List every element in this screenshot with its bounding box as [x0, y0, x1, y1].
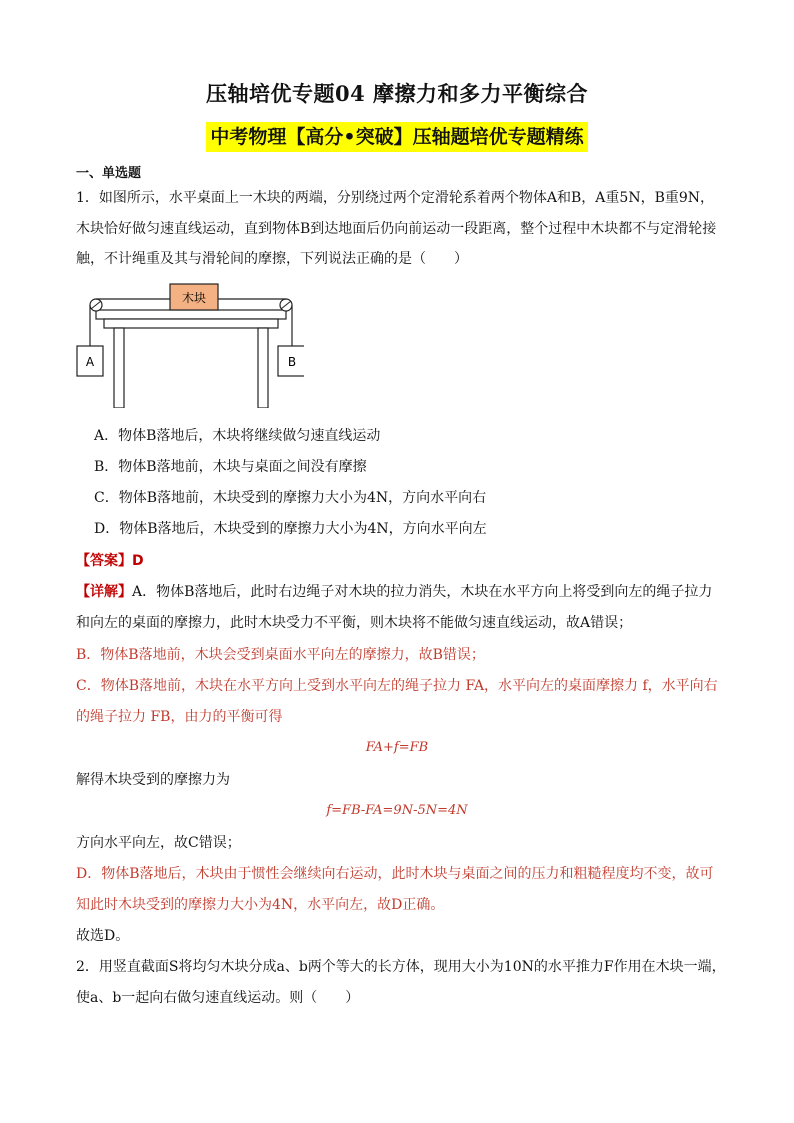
question-2-line-1: 2．用竖直截面S将均匀木块分成a、b两个等大的长方体，现用大小为10N的水平推力F作用在木块一端， — [76, 959, 726, 975]
detail-line-c4: 方向水平向左，故C错误； — [76, 835, 241, 851]
option-b: B．物体B落地前，木块与桌面之间没有摩擦 — [94, 459, 367, 475]
pulley-table-figure — [74, 278, 304, 408]
question-1-line-2: 木块恰好做匀速直线运动，直到物体B到达地面后仍向前运动一段距离，整个过程中木块都不与定滑轮接 — [76, 221, 717, 237]
conclusion: 故选D。 — [76, 928, 130, 944]
detail-a1-text: A．物体B落地后，此时右边绳子对木块的拉力消失，木块在水平方向上将受到向左的绳子拉力 — [132, 584, 713, 600]
wood-block-label: 木块 — [181, 291, 207, 305]
section-heading: 一、单选题 — [76, 166, 142, 181]
table-leg-right — [258, 328, 268, 408]
weight-b-label: B — [287, 355, 297, 369]
option-a: A．物体B落地后，木块将继续做匀速直线运动 — [94, 428, 381, 444]
formula-force-balance: FA+f=FB — [365, 740, 429, 755]
question-1-line-3: 触，不计绳重及其与滑轮间的摩擦，下列说法正确的是（ ） — [76, 251, 468, 267]
question-1-line-1: 1．如图所示，水平桌面上一木块的两端，分别绕过两个定滑轮系着两个物体A和B，A重5N，B重9N， — [76, 190, 715, 206]
table-leg-left — [114, 328, 124, 408]
formula-friction: f=FB-FA=9N-5N=4N — [326, 803, 468, 818]
detail-line-d2: 知此时木块受到的摩擦力大小为4N，水平向左，故D正确。 — [76, 897, 445, 913]
detail-line-a1 — [76, 582, 712, 602]
answer-label: 【答案】D — [76, 553, 144, 569]
detail-line-b: B．物体B落地前，木块会受到桌面水平向左的摩擦力，故B错误； — [76, 647, 485, 663]
page-title: 压轴培优专题04 摩擦力和多力平衡综合 — [205, 81, 589, 106]
page-subtitle: 中考物理【高分•突破】压轴题培优专题精练 — [206, 122, 587, 152]
question-2-line-2: 使a、b一起向右做匀速直线运动。则（ ） — [76, 990, 360, 1006]
detail-line-a2: 和向左的桌面的摩擦力，此时木块受力不平衡，则木块将不能做匀速直线运动，故A错误； — [76, 615, 633, 631]
subtitle-row — [0, 122, 794, 152]
table-top — [96, 310, 286, 319]
table-apron — [104, 319, 278, 328]
option-c: C．物体B落地前，木块受到的摩擦力大小为4N，方向水平向右 — [94, 490, 487, 506]
option-d: D．物体B落地后，木块受到的摩擦力大小为4N，方向水平向左 — [94, 521, 487, 537]
detail-label: 【详解】 — [76, 584, 132, 600]
detail-line-c1: C．物体B落地前，木块在水平方向上受到水平向左的绳子拉力 FA，水平向左的桌面摩擦力 f，水平向右 — [76, 678, 718, 694]
detail-line-c3: 解得木块受到的摩擦力为 — [76, 772, 230, 788]
detail-line-c2: 的绳子拉力 FB，由力的平衡可得 — [76, 709, 283, 725]
weight-a-label: A — [85, 355, 95, 369]
detail-line-d1: D．物体B落地后，木块由于惯性会继续向右运动，此时木块与桌面之间的压力和粗糙程度均不变，故可 — [76, 866, 714, 882]
